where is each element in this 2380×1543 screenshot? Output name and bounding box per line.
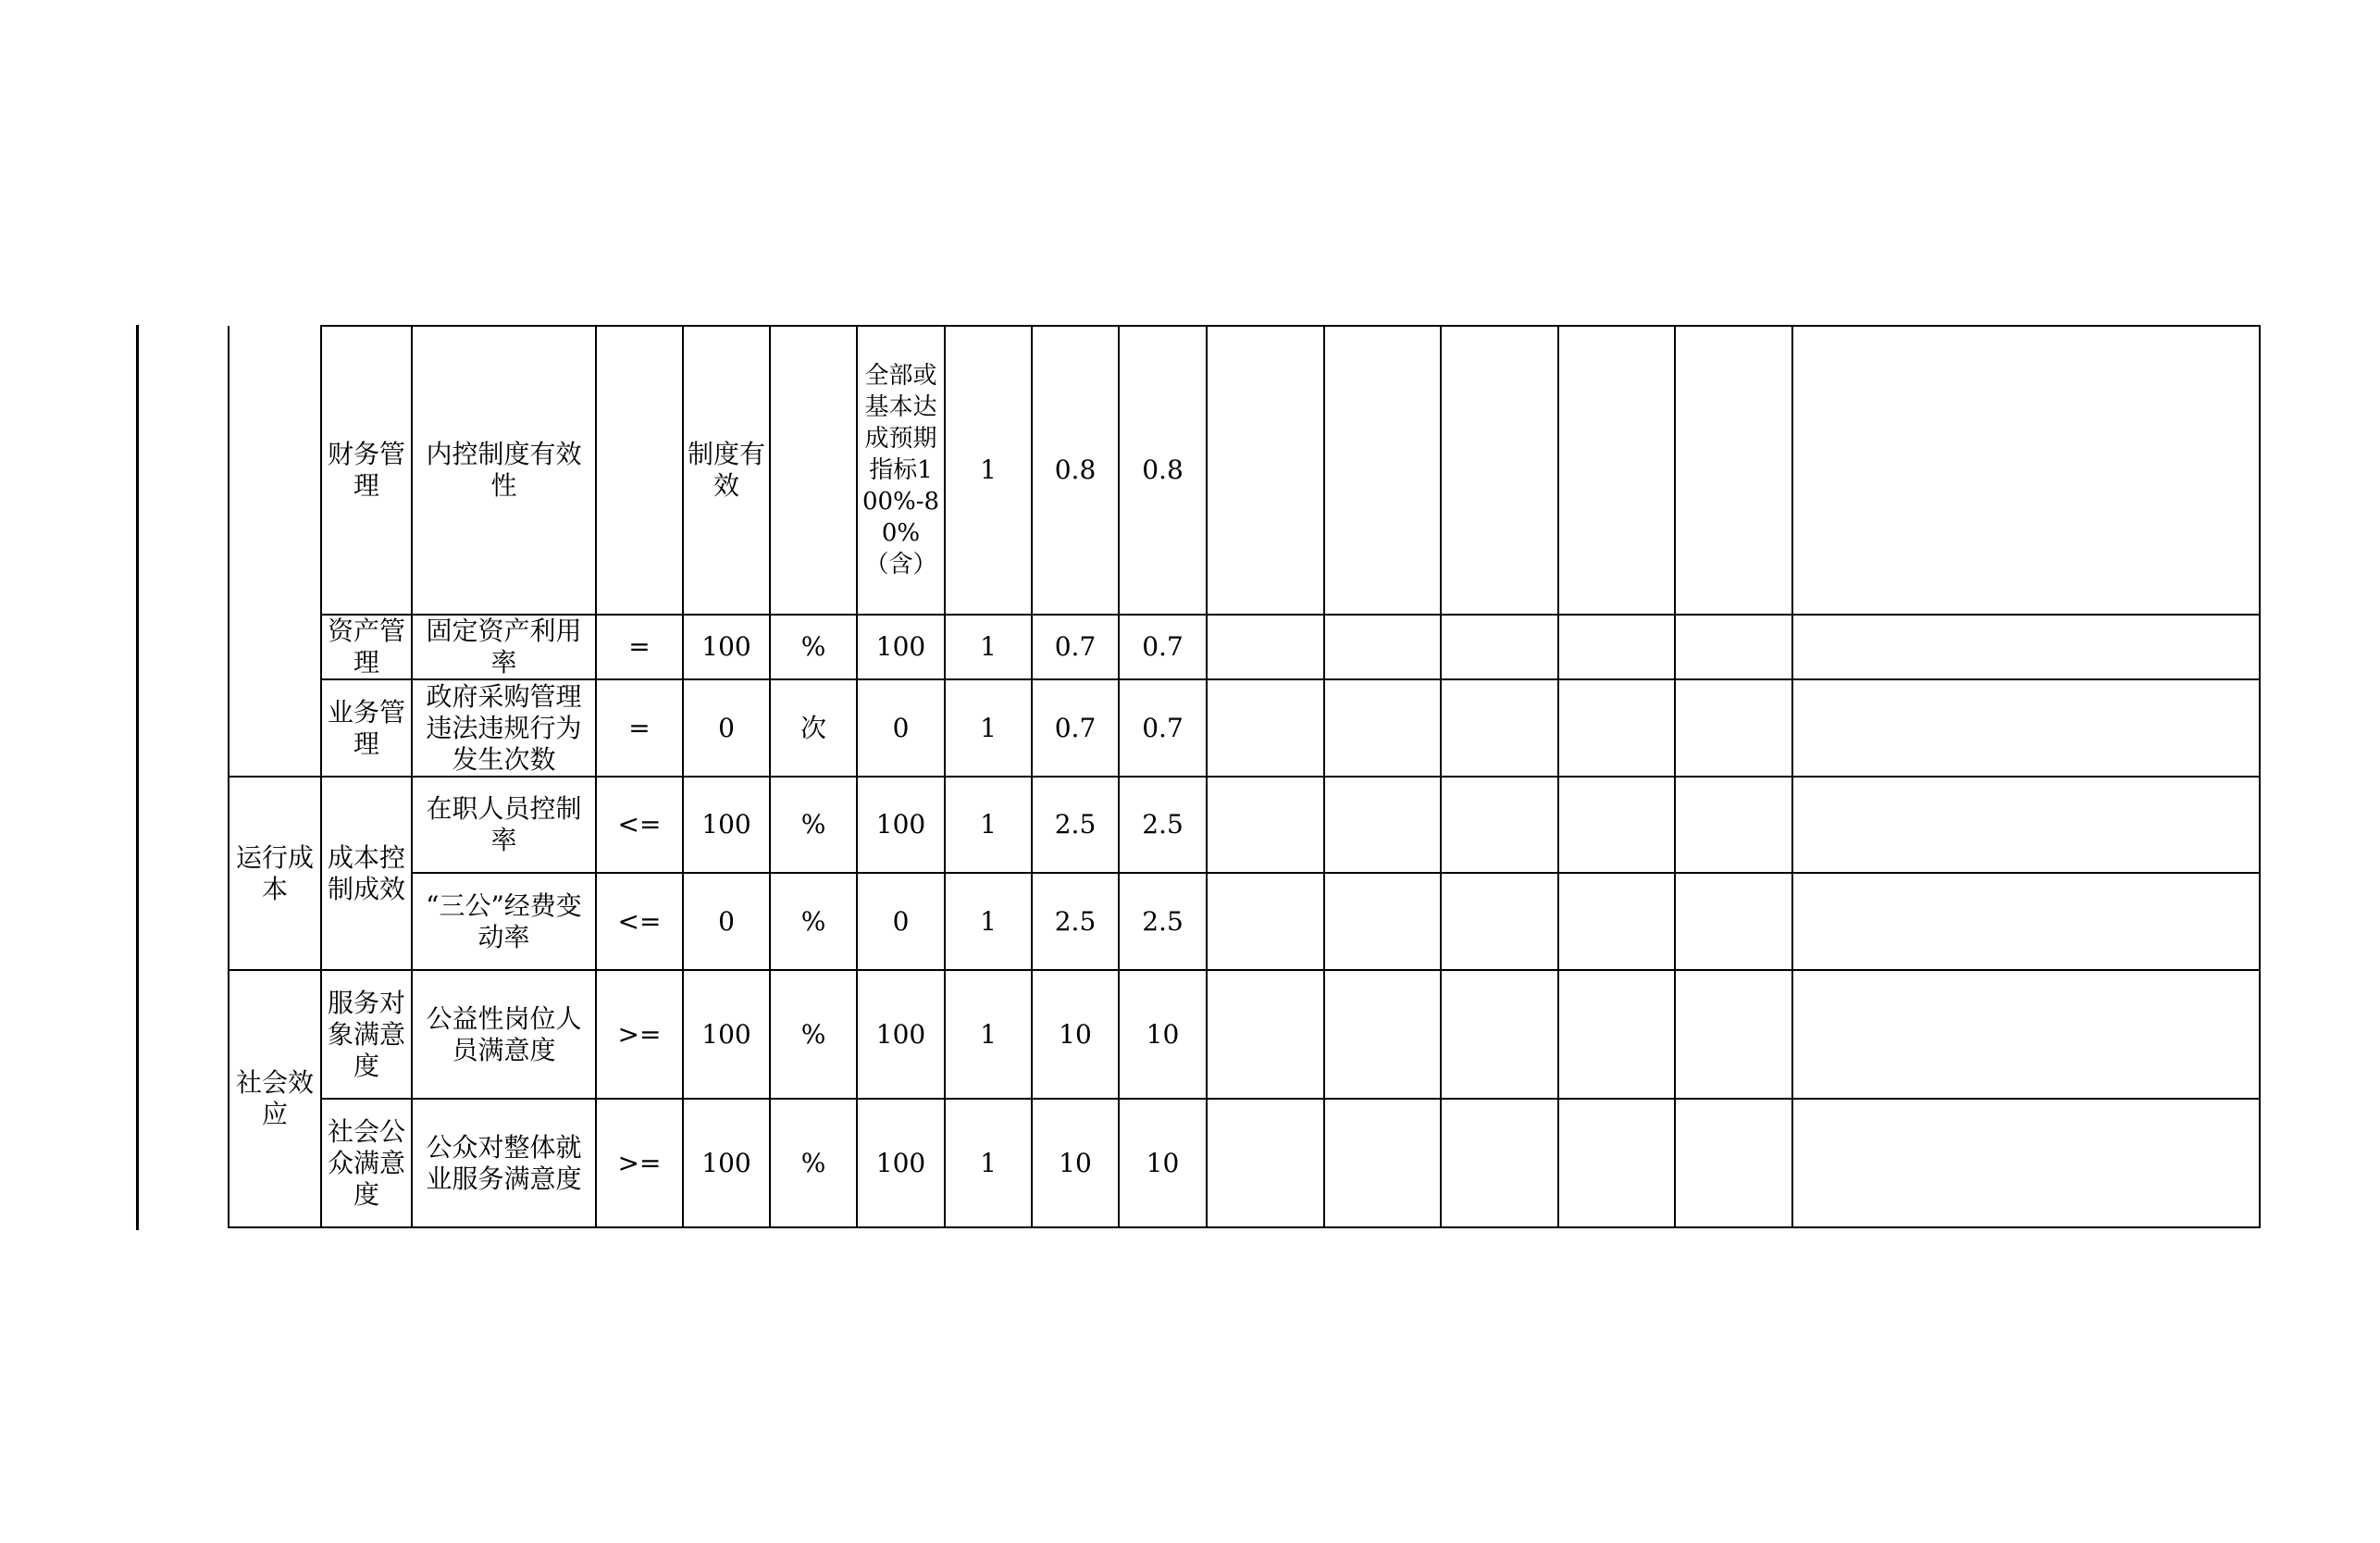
unit-cell: % (770, 1099, 857, 1227)
target-cell: 制度有效 (683, 326, 770, 615)
score-cell: 0.7 (1032, 615, 1119, 679)
remark-cell (1792, 615, 2260, 679)
empty-cell (1558, 1099, 1675, 1227)
empty-cell (1558, 873, 1675, 970)
level3-cell: 业务管理 (321, 679, 412, 777)
unit-cell (770, 326, 857, 615)
empty-cell (1207, 326, 1324, 615)
indicator-cell: 固定资产利用率 (412, 615, 596, 679)
unit-cell: % (770, 615, 857, 679)
empty-cell (1675, 615, 1792, 679)
table-row (229, 615, 2260, 679)
weight-cell: 1 (945, 1099, 1032, 1227)
table-row (229, 970, 2260, 1099)
actual-cell: 100 (857, 970, 945, 1099)
score-cell: 0.7 (1119, 615, 1207, 679)
empty-cell (1558, 777, 1675, 873)
actual-cell: 100 (857, 777, 945, 873)
unit-cell: % (770, 970, 857, 1099)
score-cell: 0.7 (1032, 679, 1119, 777)
score-cell: 2.5 (1032, 777, 1119, 873)
empty-cell (1558, 326, 1675, 615)
empty-cell (1441, 615, 1558, 679)
level3-cell: 财务管理 (321, 326, 412, 615)
level3-cell: 成本控制成效 (321, 777, 412, 970)
indicator-cell: 公益性岗位人员满意度 (412, 970, 596, 1099)
operator-cell (596, 326, 683, 615)
remark-cell (1792, 970, 2260, 1099)
empty-cell (1675, 777, 1792, 873)
level3-cell: 服务对象满意度 (321, 970, 412, 1099)
level2-cell: 运行成本 (229, 777, 321, 970)
empty-cell (1558, 615, 1675, 679)
remark-cell (1792, 873, 2260, 970)
empty-cell (1558, 970, 1675, 1099)
indicator-cell: 内控制度有效性 (412, 326, 596, 615)
score-cell: 10 (1119, 1099, 1207, 1227)
empty-cell (1675, 326, 1792, 615)
unit-cell: % (770, 873, 857, 970)
actual-cell: 0 (857, 873, 945, 970)
remark-cell (1792, 326, 2260, 615)
score-cell: 2.5 (1032, 873, 1119, 970)
indicator-cell: 政府采购管理违法违规行为发生次数 (412, 679, 596, 777)
indicator-cell: 公众对整体就业服务满意度 (412, 1099, 596, 1227)
score-cell: 2.5 (1119, 777, 1207, 873)
empty-cell (1675, 679, 1792, 777)
operator-cell: <= (596, 777, 683, 873)
level2-cell-empty (229, 326, 321, 777)
unit-cell: 次 (770, 679, 857, 777)
remark-cell (1792, 679, 2260, 777)
empty-cell (1324, 970, 1441, 1099)
weight-cell: 1 (945, 873, 1032, 970)
actual-cell: 100 (857, 615, 945, 679)
table-row (229, 326, 2260, 615)
empty-cell (1324, 777, 1441, 873)
table-row (229, 873, 2260, 970)
empty-cell (1558, 679, 1675, 777)
actual-cell: 全部或基本达成预期指标100%-80%（含） (857, 326, 945, 615)
empty-cell (1324, 873, 1441, 970)
empty-cell (1324, 1099, 1441, 1227)
performance-indicator-table (228, 325, 2261, 1228)
score-cell: 0.8 (1119, 326, 1207, 615)
indicator-cell: 在职人员控制率 (412, 777, 596, 873)
actual-cell: 0 (857, 679, 945, 777)
score-cell: 0.7 (1119, 679, 1207, 777)
empty-cell (1207, 1099, 1324, 1227)
unit-cell: % (770, 777, 857, 873)
empty-cell (1207, 873, 1324, 970)
left-border-line (136, 325, 139, 1230)
empty-cell (1324, 326, 1441, 615)
remark-cell (1792, 1099, 2260, 1227)
empty-cell (1207, 615, 1324, 679)
weight-cell: 1 (945, 970, 1032, 1099)
operator-cell: >= (596, 1099, 683, 1227)
remark-cell (1792, 777, 2260, 873)
operator-cell: <= (596, 873, 683, 970)
target-cell: 100 (683, 777, 770, 873)
empty-cell (1324, 679, 1441, 777)
empty-cell (1207, 679, 1324, 777)
weight-cell: 1 (945, 615, 1032, 679)
empty-cell (1441, 679, 1558, 777)
indicator-cell: “三公”经费变动率 (412, 873, 596, 970)
score-cell: 10 (1032, 970, 1119, 1099)
score-cell: 10 (1119, 970, 1207, 1099)
empty-cell (1441, 326, 1558, 615)
empty-cell (1207, 970, 1324, 1099)
table-row (229, 679, 2260, 777)
empty-cell (1324, 615, 1441, 679)
operator-cell: >= (596, 970, 683, 1099)
empty-cell (1675, 970, 1792, 1099)
target-cell: 100 (683, 970, 770, 1099)
empty-cell (1441, 970, 1558, 1099)
weight-cell: 1 (945, 777, 1032, 873)
empty-cell (1675, 873, 1792, 970)
actual-cell: 100 (857, 1099, 945, 1227)
table-row (229, 1099, 2260, 1227)
empty-cell (1441, 873, 1558, 970)
level2-cell: 社会效应 (229, 970, 321, 1227)
target-cell: 100 (683, 1099, 770, 1227)
operator-cell: = (596, 615, 683, 679)
score-cell: 10 (1032, 1099, 1119, 1227)
table-row (229, 777, 2260, 873)
empty-cell (1675, 1099, 1792, 1227)
empty-cell (1441, 1099, 1558, 1227)
weight-cell: 1 (945, 679, 1032, 777)
empty-cell (1441, 777, 1558, 873)
score-cell: 0.8 (1032, 326, 1119, 615)
level3-cell: 资产管理 (321, 615, 412, 679)
empty-cell (1207, 777, 1324, 873)
operator-cell: = (596, 679, 683, 777)
level3-cell: 社会公众满意度 (321, 1099, 412, 1227)
target-cell: 100 (683, 615, 770, 679)
target-cell: 0 (683, 873, 770, 970)
weight-cell: 1 (945, 326, 1032, 615)
score-cell: 2.5 (1119, 873, 1207, 970)
target-cell: 0 (683, 679, 770, 777)
